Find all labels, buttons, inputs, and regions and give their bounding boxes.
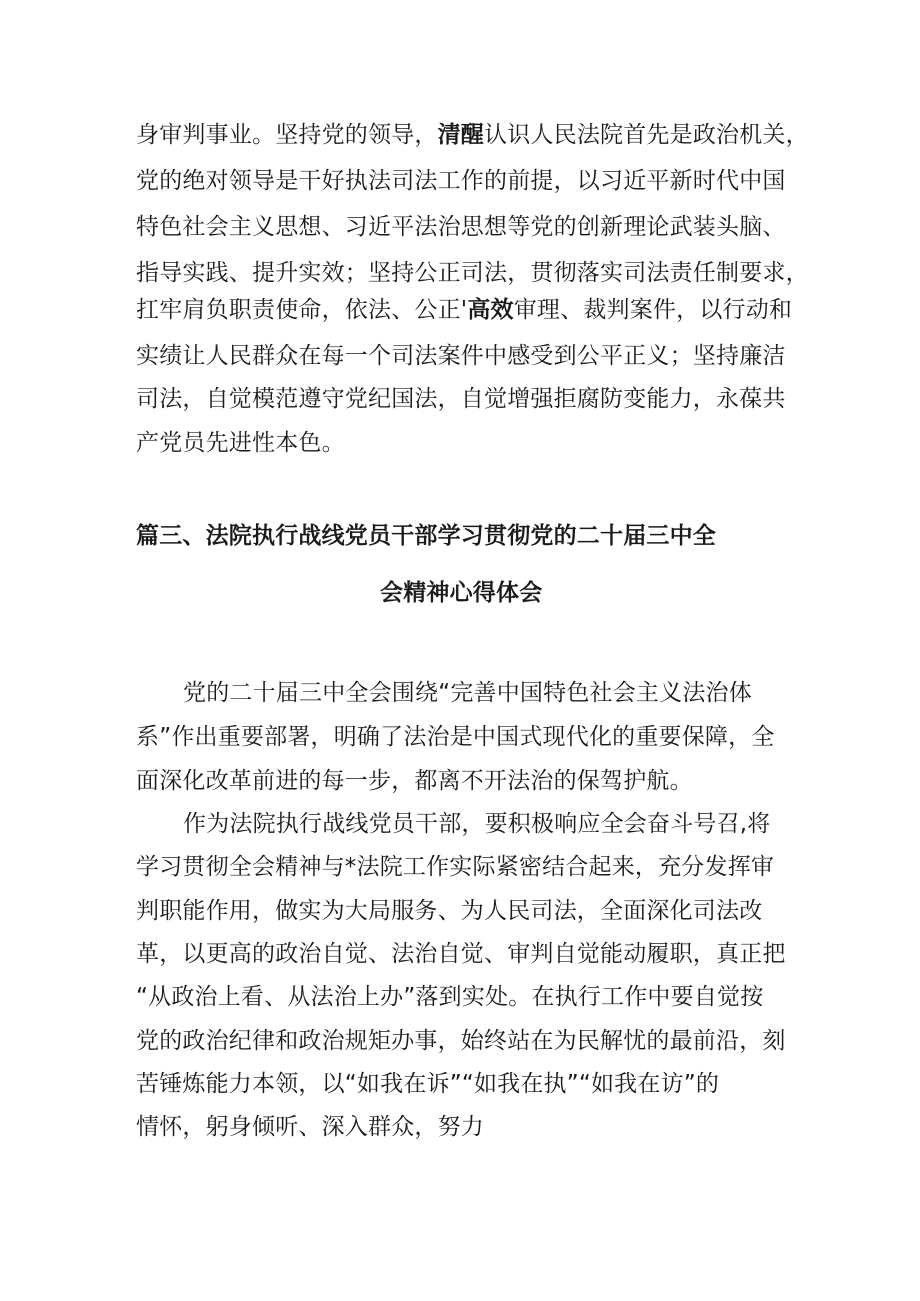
text-line: 实绩让人民群众在每一个司法案件中感受到公平正义；坚持廉洁 [136, 343, 786, 369]
text-line: 特色社会主义思想、习近平法治思想等党的创新理论武装头脑、 [136, 214, 786, 240]
text-line: 产党员先进性本色。 [136, 430, 345, 456]
text-span: 审理、裁判案件，以行动和 [513, 297, 793, 323]
text-line [136, 295, 806, 325]
text-line: 司法，自觉模范遵守党纪国法，自觉增强拒腐防变能力，永葆共 [136, 386, 786, 412]
text-line: 学习贯彻全会精神与*法院工作实际紧密结合起来，充分发挥审 [136, 854, 775, 880]
text-line: 党的二十届三中全会围绕“完善中国特色社会主义法治体 [183, 680, 752, 706]
text-span: 扛牢肩负职责使命，依法、公正' [136, 297, 468, 323]
text-line: 党的绝对领导是干好执法司法工作的前提，以习近平新时代中国 [136, 168, 786, 194]
text-line: 判职能作用，做实为大局服务、为人民司法，全面深化司法改 [136, 898, 763, 924]
bold-text-span: 高效 [467, 297, 514, 323]
bold-text-span: 清醒 [437, 122, 485, 148]
text-line: 系”作出重要部署，明确了法治是中国式现代化的重要保障，全 [136, 724, 775, 750]
text-line: 面深化改革前进的每一步，都离不开法治的保驾护航。 [136, 768, 693, 794]
text-line: 作为法院执行战线党员干部，要积极响应全会奋斗号召,将 [183, 811, 771, 837]
text-line: 苦锤炼能力本领，以“如我在诉”“如我在执”“如我在访”的 [136, 1071, 720, 1097]
text-line: “从政治上看、从法治上办”落到实处。在执行工作中要自觉按 [136, 984, 764, 1010]
text-line: 情怀，躬身倾听、深入群众，努力 [136, 1114, 484, 1140]
section-heading-line-1: 篇三、法院执行战线党员干部学习贯彻党的二十届三中全 [136, 523, 716, 549]
text-span: 身审判事业。坚持党的领导， [136, 122, 438, 148]
text-span: 认识人民法院首先是政治机关， [484, 122, 809, 148]
text-line [136, 120, 809, 150]
text-line: 党的政治纪律和政治规矩办事，始终站在为民解忧的最前沿，刻 [136, 1028, 786, 1054]
text-line: 革，以更高的政治自觉、法治自觉、审判自觉能动履职，真正把 [136, 941, 786, 967]
section-heading-line-2: 会精神心得体会 [380, 580, 543, 606]
text-line: 指导实践、提升实效；坚持公正司法，贯彻落实司法责任制要求， [136, 260, 809, 286]
